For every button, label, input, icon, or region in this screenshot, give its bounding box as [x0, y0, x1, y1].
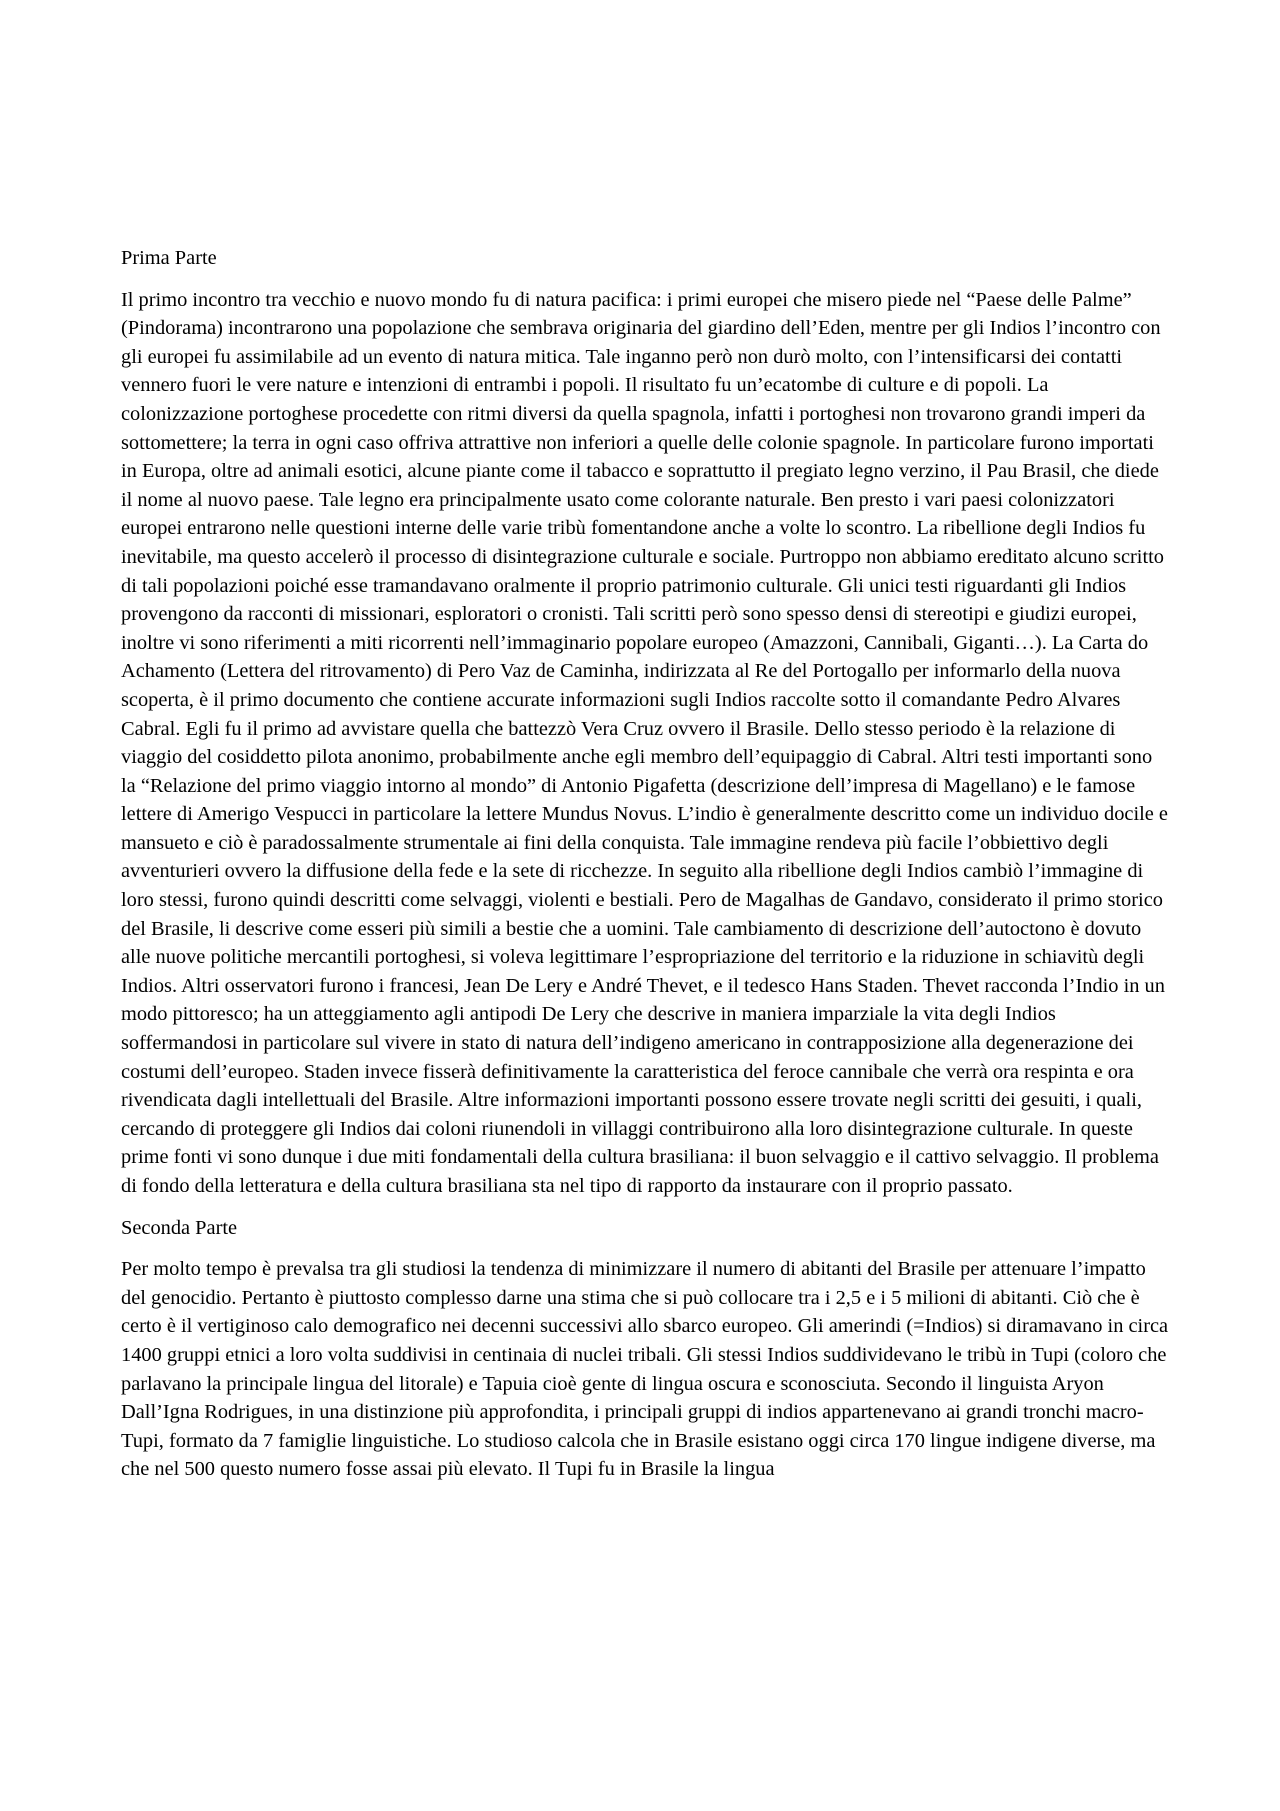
section-heading-prima-parte: Prima Parte [121, 247, 217, 269]
section-paragraph-seconda-parte: Per molto tempo è prevalsa tra gli studiosi la tendenza di minimizzare il numero di abitanti del Brasile per attenuare l’impatto del genocidio. Pertanto è piuttosto complesso darne una stima che si può collocare tra i 2,5 e i 5 milioni di abitanti. Ciò che è certo è il vertiginoso calo demografico nei decenni successivi allo sbarco europeo. Gli amerindi (=Indios) si diramavano in circa 1400 gruppi etnici a loro volta suddivisi in centinaia di nuclei tribali. Gli stessi Indios suddividevano le tribù in Tupi (coloro che parlavano la principale lingua del litorale) e Tapuia cioè gente di lingua oscura e sconosciuta. Secondo il linguista Aryon Dall’Igna Rodrigues, in una distinzione più approfondita, i principali gruppi di indios appartenevano ai grandi tronchi macro-Tupi, formato da 7 famiglie linguistiche. Lo studioso calcola che in Brasile esistano oggi circa 170 lingue indigene diverse, ma che nel 500 questo numero fosse assai più elevato. Il Tupi fu in Brasile la lingua [121, 1258, 1169, 1481]
section-heading-seconda-parte: Seconda Parte [121, 1216, 238, 1239]
section-paragraph-prima-parte: Il primo incontro tra vecchio e nuovo mondo fu di natura pacifica: i primi europei che misero piede nel “Paese delle Palme” (Pindorama) incontrarono una popolazione che sembrava originaria del giardino dell’Eden, mentre per gli Indios l’incontro con gli europei fu assimilabile ad un evento di natura mitica. Tale inganno però non durò molto, con l’intensificarsi dei contatti vennero fuori le vere nature e intenzioni di entrambi i popoli. Il risultato fu un’ecatombe di culture e di popoli. La colonizzazione portoghese procedette con ritmi diversi da quella spagnola, infatti i portoghesi non trovarono grandi imperi da sottomettere; la terra in ogni caso offriva attrattive non inferiori a quelle delle colonie spagnole. In particolare furono importati in Europa, oltre ad animali esotici, alcune piante come il tabacco e soprattutto il pregiato legno verzino, il Pau Brasil, che diede il nome al nuovo paese. Tale legno era principalmente usato come colorante naturale. Ben presto i vari paesi colonizzatori europei entrarono nelle questioni interne delle varie tribù fomentandone anche a volte lo scontro. La ribellione degli Indios fu inevitabile, ma questo accelerò il processo di disintegrazione culturale e sociale. Purtroppo non abbiamo ereditato alcuno scritto di tali popolazioni poiché esse tramandavano oralmente il proprio patrimonio culturale. Gli unici testi riguardanti gli Indios provengono da racconti di missionari, esploratori o cronisti. Tali scritti però sono spesso densi di stereotipi e giudizi europei, inoltre vi sono riferimenti a miti ricorrenti nell’immaginario popolare europeo (Amazzoni, Cannibali, Giganti…). La Carta do Achamento (Lettera del ritrovamento) di Pero Vaz de Caminha, indirizzata al Re del Portogallo per informarlo della nuova scoperta, è il primo documento che contiene accurate informazioni sugli Indios raccolte sotto il comandante Pedro Alvares Cabral. Egli fu il primo ad avvistare quella che battezzò Vera Cruz ovvero il Brasile. Dello stesso periodo è la relazione di viaggio del cosiddetto pilota anonimo, probabilmente anche egli membro dell’equipaggio di Cabral. Altri testi importanti sono la “Relazione del primo viaggio intorno al mondo” di Antonio Pigafetta (descrizione dell’impresa di Magellano) e le famose lettere di Amerigo Vespucci in particolare la lettere Mundus Novus. L’indio è generalmente descritto come un individuo docile e mansueto e ciò è paradossalmente strumentale ai fini della conquista. Tale immagine rendeva più facile l’obbiettivo degli avventurieri ovvero la diffusione della fede e la sete di ricchezze. In seguito alla ribellione degli Indios cambiò l’immagine di loro stessi, furono quindi descritti come selvaggi, violenti e bestiali. Pero de Magalhas de Gandavo, considerato il primo storico del Brasile, li descrive come esseri più simili a bestie che a uomini. Tale cambiamento di descrizione dell’autoctono è dovuto alle nuove politiche mercantili portoghesi, si voleva legittimare l’espropriazione del territorio e la riduzione in schiavitù degli Indios. Altri osservatori furono i francesi, Jean De Lery e André Thevet, e il tedesco Hans Staden. Thevet racconda l’Indio in un modo pittoresco; ha un atteggiamento agli antipodi De Lery che descrive in maniera imparziale la vita degli Indios soffermandosi in particolare sul vivere in stato di natura dell’indigeno americano in contrapposizione alla degenerazione dei costumi dell’europeo. Staden invece fisserà definitivamente la caratteristica del feroce cannibale che verrà ora respinta e ora rivendicata dagli intellettuali del Brasile. Altre informazioni importanti possono essere trovate negli scritti dei gesuiti, i quali, cercando di proteggere gli Indios dai coloni riunendoli in villaggi contribuirono alla loro disintegrazione culturale. In queste prime fonti vi sono dunque i due miti fondamentali della cultura brasiliana: il buon selvaggio e il cattivo selvaggio. Il problema di fondo della letteratura e della cultura brasiliana sta nel tipo di rapporto da instaurare con il proprio passato. [121, 288, 1168, 1197]
document-body [121, 244, 1171, 1497]
